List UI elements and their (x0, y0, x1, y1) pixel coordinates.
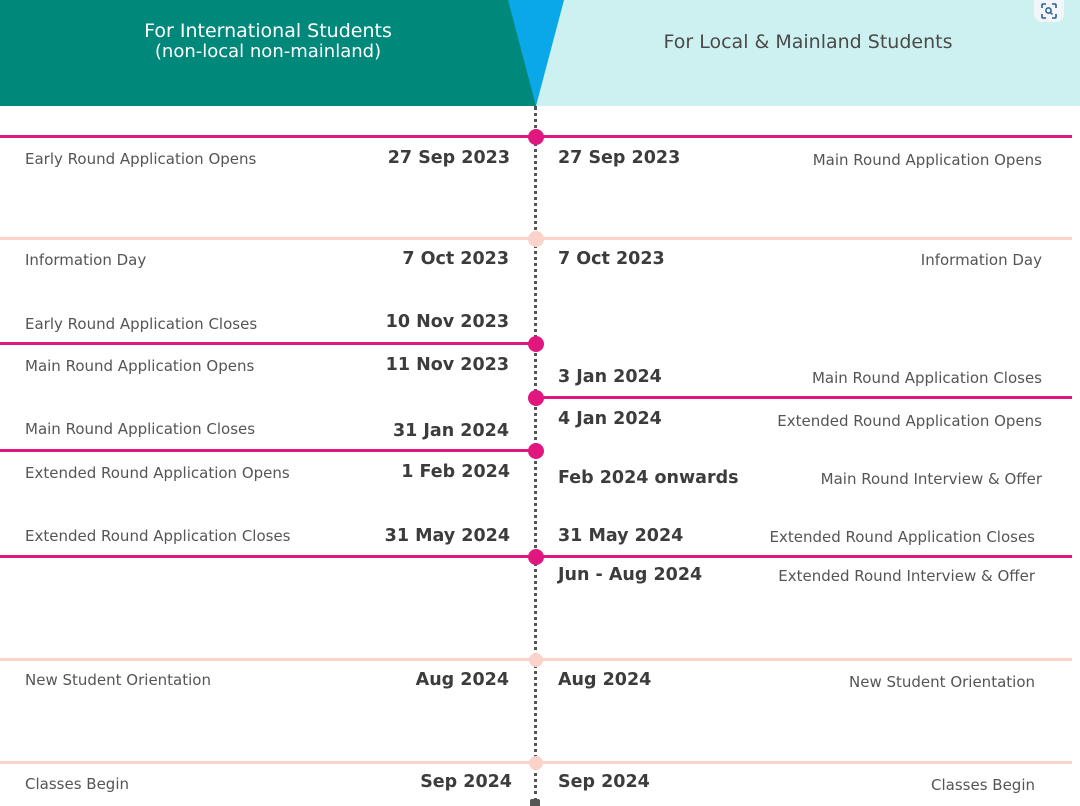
intl-event-date: 1 Feb 2024 (401, 462, 510, 482)
timeline-dot (528, 129, 544, 145)
timeline-dot (528, 336, 544, 352)
local-event-label: New Student Orientation (849, 673, 1035, 691)
local-event-date: 3 Jan 2024 (558, 367, 662, 387)
timeline-dot (528, 443, 544, 459)
international-header (0, 0, 536, 106)
local-event-date: 31 May 2024 (558, 526, 684, 546)
intl-event-date: 27 Sep 2023 (387, 148, 510, 168)
local-event-date: Jun - Aug 2024 (558, 565, 703, 585)
local-event-label: Extended Round Application Opens (777, 412, 1042, 430)
timeline-end-marker (530, 799, 540, 806)
local-event-label: Main Round Application Opens (812, 151, 1042, 169)
intl-event-date: 7 Oct 2023 (402, 249, 509, 269)
intl-event-date: 10 Nov 2023 (385, 312, 509, 332)
intl-event-date: Sep 2024 (420, 772, 512, 792)
intl-event-label: Extended Round Application Opens (25, 464, 290, 482)
local-event-label: Main Round Interview & Offer (820, 470, 1042, 488)
intl-event-label: Main Round Application Opens (25, 357, 255, 375)
intl-event-label: Classes Begin (25, 775, 129, 793)
connector-line (0, 449, 536, 452)
local-event-date: 7 Oct 2023 (558, 249, 665, 269)
local-event-date: Aug 2024 (558, 670, 652, 690)
timeline-dot (528, 231, 544, 247)
timeline-dot (529, 756, 543, 770)
local-event-label: Main Round Application Closes (811, 369, 1042, 387)
intl-event-label: Information Day (25, 251, 147, 269)
local-event-label: Information Day (920, 251, 1042, 269)
intl-event-date: Aug 2024 (415, 670, 509, 690)
timeline-dot (529, 653, 543, 667)
local-event-label: Classes Begin (931, 776, 1035, 794)
local-event-date: Sep 2024 (558, 772, 650, 792)
intl-event-label: Main Round Application Closes (25, 420, 256, 438)
local-event-date: 4 Jan 2024 (558, 409, 662, 429)
local-event-date: 27 Sep 2023 (558, 148, 681, 168)
local-event-label: Extended Round Application Closes (769, 528, 1035, 546)
local-header (536, 0, 1080, 106)
intl-event-date: 31 May 2024 (384, 526, 510, 546)
intl-event-label: Early Round Application Opens (25, 150, 257, 168)
intl-event-label: Early Round Application Closes (25, 315, 258, 333)
international-title: For International Students (144, 20, 392, 42)
scan-button[interactable] (1034, 0, 1064, 22)
connector-line (0, 342, 536, 345)
intl-event-date: 31 Jan 2024 (392, 421, 509, 441)
local-event-label: Extended Round Interview & Offer (778, 567, 1035, 585)
connector-line (536, 396, 1072, 399)
scan-icon (1040, 2, 1058, 20)
intl-event-label: New Student Orientation (25, 671, 211, 689)
local-event-date: Feb 2024 onwards (558, 468, 739, 488)
header-divider-triangle (508, 0, 564, 106)
intl-event-date: 11 Nov 2023 (385, 355, 509, 375)
international-subtitle: (non-local non-mainland) (154, 41, 382, 62)
timeline-dot (528, 549, 544, 565)
intl-event-label: Extended Round Application Closes (25, 527, 291, 545)
local-title: For Local & Mainland Students (663, 31, 953, 53)
timeline-dot (528, 390, 544, 406)
